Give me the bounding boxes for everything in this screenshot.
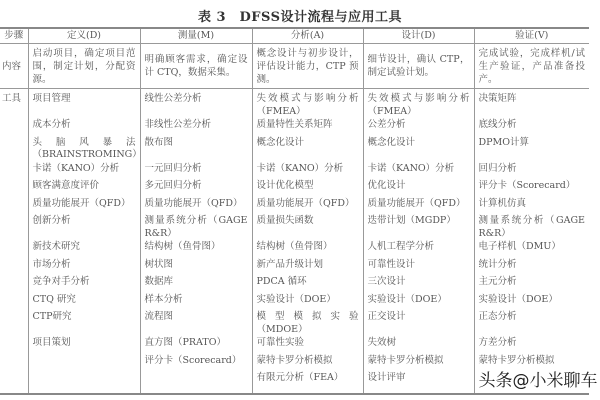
header-define: 定义(D) — [28, 28, 140, 44]
header-step: 步骤 — [0, 28, 28, 44]
tool-item-analyze: 结构树（鱼骨图） — [252, 240, 363, 258]
tools-row — [0, 293, 589, 311]
tools-row — [0, 136, 589, 162]
tool-item-analyze: 概念化设计 — [252, 136, 363, 162]
tool-item-measure: 直方图（PRATO） — [140, 336, 252, 354]
tool-item-analyze: 新产品升级计划 — [252, 258, 363, 276]
header-verify: 验证(V) — [474, 28, 589, 44]
tool-item-analyze: 卡诺（KANO）分析 — [252, 162, 363, 180]
tools-label-spacer — [0, 293, 28, 311]
tool-item-define: 竞争对手分析 — [28, 275, 140, 293]
tools-row — [0, 336, 589, 354]
tool-item-define: 市场分析 — [28, 258, 140, 276]
tools-row — [0, 118, 589, 136]
tool-item-define: 新技术研究 — [28, 240, 140, 258]
tool-item-design: 设计评审 — [363, 371, 474, 394]
tool-item-measure: 评分卡（Scorecard） — [140, 354, 252, 372]
tool-item-analyze: 质量损失函数 — [252, 214, 363, 240]
content-design: 细节设计，确认 CTP，制定试验计划。 — [363, 44, 474, 89]
tools-label-spacer — [0, 136, 28, 162]
tool-item-analyze: 有限元分析（FEA） — [252, 371, 363, 394]
tool-item-verify: 主元分析 — [474, 275, 589, 293]
tool-item-measure: 一元回归分析 — [140, 162, 252, 180]
tool-item-verify: 电子样机（DMU） — [474, 240, 589, 258]
tool-item-verify: 计算机仿真 — [474, 197, 589, 215]
table-title: 表 3 DFSS设计流程与应用工具 — [197, 10, 403, 25]
tool-item-define: CTP研究 — [28, 310, 140, 336]
tools-row — [0, 197, 589, 215]
tool-item-measure: 线性公差分析 — [140, 89, 252, 119]
content-verify: 完成试验，完成样机/试生产验证，产品准备投产。 — [474, 44, 589, 89]
tool-item-analyze: 失效模式与影响分析（FMEA） — [252, 89, 363, 119]
tool-item-define: 项目策划 — [28, 336, 140, 354]
tool-item-verify: 实验设计（DOE） — [474, 293, 589, 311]
tool-item-measure: 散布图 — [140, 136, 252, 162]
content-measure: 明确顾客需求，确定设计 CTQ，数据采集。 — [140, 44, 252, 89]
tool-item-design: 迭带计划（MGDP） — [363, 214, 474, 240]
tool-item-define: 项目管理 — [28, 89, 140, 119]
tool-item-verify: 蒙特卡罗分析模拟 — [474, 354, 589, 372]
header-design: 设计(D) — [363, 28, 474, 44]
tools-label-spacer — [0, 310, 28, 336]
tools-row — [0, 310, 589, 336]
dfss-table — [0, 27, 598, 395]
tool-item-verify: 统计分析 — [474, 258, 589, 276]
tool-item-define: 顾客满意度评价 — [28, 179, 140, 197]
content-analyze: 概念设计与初步设计，评估设计能力，CTP 预测。 — [252, 44, 363, 89]
tool-item-analyze: PDCA 循环 — [252, 275, 363, 293]
tools-row — [0, 275, 589, 293]
tool-item-design: 可靠性设计 — [363, 258, 474, 276]
tool-item-design: 三次设计 — [363, 275, 474, 293]
tools-label-spacer — [0, 371, 28, 394]
tool-item-define: 头脑风暴法（BRAINSTROMING） — [28, 136, 140, 162]
tools-label-spacer — [0, 118, 28, 136]
tool-item-measure: 质量功能展开（QFD） — [140, 197, 252, 215]
watermark: 头条@小米聊车 — [478, 371, 598, 391]
tool-item-measure: 数据库 — [140, 275, 252, 293]
tool-item-verify: 底线分析 — [474, 118, 589, 136]
tools-row — [0, 240, 589, 258]
tool-item-define: CTQ 研究 — [28, 293, 140, 311]
tool-item-verify: 决策矩阵 — [474, 89, 589, 119]
tools-row — [0, 214, 589, 240]
tool-item-analyze: 蒙特卡罗分析模拟 — [252, 354, 363, 372]
tool-item-analyze: 可靠性实验 — [252, 336, 363, 354]
tool-item-analyze: 质量功能展开（QFD） — [252, 197, 363, 215]
tool-item-analyze: 设计优化模型 — [252, 179, 363, 197]
header-analyze: 分析(A) — [252, 28, 363, 44]
tool-item-verify: 正态分析 — [474, 310, 589, 336]
tool-item-verify: 测量系统分析（GAGE R&R） — [474, 214, 589, 240]
header-measure: 测量(M) — [140, 28, 252, 44]
tool-item-verify — [474, 371, 598, 394]
tool-item-measure: 非线性公差分析 — [140, 118, 252, 136]
tools-row — [0, 258, 589, 276]
tool-item-measure: 样本分析 — [140, 293, 252, 311]
tools-label-spacer — [0, 214, 28, 240]
tool-item-measure: 树状图 — [140, 258, 252, 276]
tools-label-spacer — [0, 258, 28, 276]
tool-item-define: 质量功能展开（QFD） — [28, 197, 140, 215]
tool-item-design: 实验设计（DOE） — [363, 293, 474, 311]
tool-item-design: 公差分析 — [363, 118, 474, 136]
content-row — [0, 44, 589, 89]
tool-item-design: 优化设计 — [363, 179, 474, 197]
content-define: 启动项目，确定项目范围，制定计划，分配资源。 — [28, 44, 140, 89]
tool-item-design: 正交设计 — [363, 310, 474, 336]
tool-item-design: 卡诺（KANO）分析 — [363, 162, 474, 180]
tools-row — [0, 354, 589, 372]
tool-item-design: 人机工程学分析 — [363, 240, 474, 258]
tools-row — [0, 162, 589, 180]
tool-item-measure: 多元回归分析 — [140, 179, 252, 197]
tool-item-verify: 方差分析 — [474, 336, 589, 354]
tools-label-spacer — [0, 336, 28, 354]
header-row — [0, 28, 589, 44]
tools-label: 工具 — [0, 89, 28, 119]
tool-item-design: 质量功能展开（QFD） — [363, 197, 474, 215]
tools-label-spacer — [0, 162, 28, 180]
tools-row — [0, 89, 589, 119]
tool-item-design: 失效模式与影响分析（FMEA） — [363, 89, 474, 119]
content-label: 内容 — [0, 44, 28, 89]
tools-label-spacer — [0, 354, 28, 372]
tool-item-design: 蒙特卡罗分析模拟 — [363, 354, 474, 372]
tools-label-spacer — [0, 240, 28, 258]
tool-item-measure: 结构树（鱼骨图） — [140, 240, 252, 258]
tool-item-measure: 测量系统分析（GAGE R&R） — [140, 214, 252, 240]
tools-label-spacer — [0, 179, 28, 197]
tools-row — [0, 371, 589, 394]
tools-row — [0, 179, 589, 197]
tool-item-define — [28, 354, 140, 372]
tool-item-analyze: 实验设计（DOE） — [252, 293, 363, 311]
tool-item-verify: DPMO计算 — [474, 136, 589, 162]
tool-item-analyze: 模型模拟实验（MDOE） — [252, 310, 363, 336]
tools-label-spacer — [0, 197, 28, 215]
tool-item-measure: 流程图 — [140, 310, 252, 336]
tool-item-verify: 回归分析 — [474, 162, 589, 180]
tool-item-analyze: 质量特性关系矩阵 — [252, 118, 363, 136]
tool-item-design: 失效树 — [363, 336, 474, 354]
tools-label-spacer — [0, 275, 28, 293]
tool-item-measure — [140, 371, 252, 394]
tool-item-define: 成本分析 — [28, 118, 140, 136]
tool-item-verify: 评分卡（Scorecard） — [474, 179, 589, 197]
tool-item-define — [28, 371, 140, 394]
tool-item-define: 创新分析 — [28, 214, 140, 240]
tool-item-define: 卡诺（KANO）分析 — [28, 162, 140, 180]
tool-item-design: 概念化设计 — [363, 136, 474, 162]
